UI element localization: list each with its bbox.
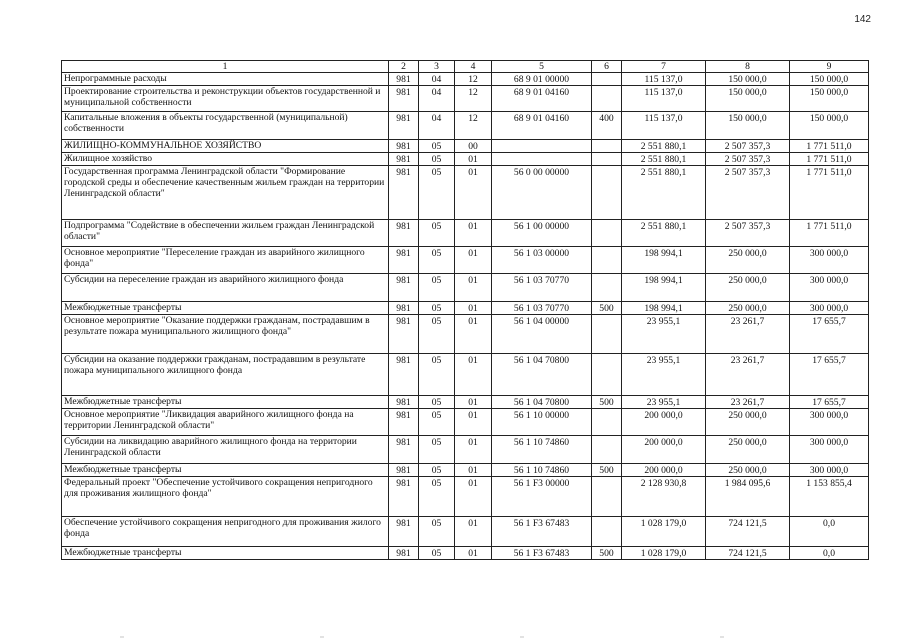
row-name-cell: Проектирование строительства и реконструкции объектов государственной и муниципальной собственности: [62, 86, 389, 112]
row-target-article-cell: 68 9 01 04160: [492, 112, 592, 140]
row-expense-type-cell: [592, 140, 622, 153]
header-cell: 5: [492, 61, 592, 73]
row-section-cell: 05: [419, 153, 455, 166]
row-code-cell: 981: [389, 302, 419, 315]
table-row: [62, 220, 869, 247]
row-code-cell: 981: [389, 396, 419, 409]
row-amount-cell: 2 551 880,1: [622, 140, 706, 153]
row-section-cell: 05: [419, 477, 455, 517]
row-name-cell: Субсидии на переселение граждан из аварийного жилищного фонда: [62, 274, 389, 302]
table-row: [62, 315, 869, 354]
row-code-cell: 981: [389, 166, 419, 220]
row-target-article-cell: 56 0 00 00000: [492, 166, 592, 220]
row-section-cell: 05: [419, 166, 455, 220]
row-subsection-cell: 01: [455, 409, 492, 436]
row-amount-cell: 23 261,7: [706, 315, 790, 354]
row-section-cell: 05: [419, 315, 455, 354]
page-number: 142: [854, 14, 871, 25]
row-amount-cell: 724 121,5: [706, 517, 790, 547]
row-name-cell: Обеспечение устойчивого сокращения непригодного для проживания жилого фонда: [62, 517, 389, 547]
row-amount-cell: 1 771 511,0: [790, 153, 869, 166]
row-code-cell: 981: [389, 220, 419, 247]
header-cell: 3: [419, 61, 455, 73]
header-cell: 8: [706, 61, 790, 73]
row-code-cell: 981: [389, 73, 419, 86]
row-target-article-cell: 56 1 F3 67483: [492, 517, 592, 547]
row-name-cell: Непрограммные расходы: [62, 73, 389, 86]
row-code-cell: 981: [389, 354, 419, 396]
row-amount-cell: 300 000,0: [790, 409, 869, 436]
row-amount-cell: 250 000,0: [706, 409, 790, 436]
row-amount-cell: 150 000,0: [790, 73, 869, 86]
row-code-cell: 981: [389, 153, 419, 166]
budget-table: [61, 60, 869, 560]
row-target-article-cell: 56 1 04 70800: [492, 354, 592, 396]
row-amount-cell: 150 000,0: [790, 112, 869, 140]
row-amount-cell: 1 771 511,0: [790, 220, 869, 247]
row-subsection-cell: 01: [455, 396, 492, 409]
row-expense-type-cell: [592, 436, 622, 464]
row-amount-cell: 198 994,1: [622, 274, 706, 302]
row-name-cell: ЖИЛИЩНО-КОММУНАЛЬНОЕ ХОЗЯЙСТВО: [62, 140, 389, 153]
table-row: [62, 274, 869, 302]
row-expense-type-cell: [592, 220, 622, 247]
header-cell: 4: [455, 61, 492, 73]
row-amount-cell: 300 000,0: [790, 464, 869, 477]
row-amount-cell: 2 507 357,3: [706, 220, 790, 247]
row-amount-cell: 200 000,0: [622, 464, 706, 477]
row-name-cell: Основное мероприятие "Ликвидация аварийного жилищного фонда на территории Ленинградской области": [62, 409, 389, 436]
row-expense-type-cell: [592, 354, 622, 396]
row-name-cell: Субсидии на оказание поддержки гражданам, пострадавшим в результате пожара муниципального жилищного фонда: [62, 354, 389, 396]
row-amount-cell: 2 507 357,3: [706, 153, 790, 166]
row-code-cell: 981: [389, 315, 419, 354]
row-expense-type-cell: [592, 477, 622, 517]
table-row: [62, 354, 869, 396]
row-amount-cell: 115 137,0: [622, 73, 706, 86]
row-amount-cell: 1 153 855,4: [790, 477, 869, 517]
row-amount-cell: 0,0: [790, 547, 869, 560]
row-expense-type-cell: [592, 166, 622, 220]
row-name-cell: Государственная программа Ленинградской области "Формирование городской среды и обеспечение качественным жильем граждан на территории Ленинградской области": [62, 166, 389, 220]
row-amount-cell: 2 551 880,1: [622, 220, 706, 247]
row-target-article-cell: 68 9 01 00000: [492, 73, 592, 86]
row-amount-cell: 200 000,0: [622, 436, 706, 464]
row-code-cell: 981: [389, 247, 419, 274]
row-name-cell: Основное мероприятие "Переселение граждан из аварийного жилищного фонда": [62, 247, 389, 274]
row-name-cell: Капитальные вложения в объекты государственной (муниципальной) собственности: [62, 112, 389, 140]
row-expense-type-cell: [592, 247, 622, 274]
row-target-article-cell: 56 1 03 70770: [492, 302, 592, 315]
row-amount-cell: 198 994,1: [622, 302, 706, 315]
row-section-cell: 05: [419, 220, 455, 247]
row-subsection-cell: 01: [455, 517, 492, 547]
row-amount-cell: 300 000,0: [790, 436, 869, 464]
row-subsection-cell: 01: [455, 436, 492, 464]
table-row: [62, 140, 869, 153]
row-subsection-cell: 12: [455, 112, 492, 140]
row-code-cell: 981: [389, 409, 419, 436]
row-subsection-cell: 01: [455, 477, 492, 517]
row-code-cell: 981: [389, 547, 419, 560]
row-target-article-cell: [492, 140, 592, 153]
header-row: [62, 61, 869, 73]
row-amount-cell: 115 137,0: [622, 112, 706, 140]
row-expense-type-cell: 500: [592, 302, 622, 315]
row-amount-cell: 115 137,0: [622, 86, 706, 112]
row-amount-cell: 23 955,1: [622, 354, 706, 396]
row-section-cell: 05: [419, 274, 455, 302]
row-subsection-cell: 01: [455, 547, 492, 560]
table-row: [62, 166, 869, 220]
row-expense-type-cell: 500: [592, 464, 622, 477]
row-section-cell: 05: [419, 396, 455, 409]
row-target-article-cell: 56 1 10 00000: [492, 409, 592, 436]
row-code-cell: 981: [389, 464, 419, 477]
row-amount-cell: 250 000,0: [706, 274, 790, 302]
row-target-article-cell: 56 1 00 00000: [492, 220, 592, 247]
row-amount-cell: 150 000,0: [790, 86, 869, 112]
row-expense-type-cell: [592, 315, 622, 354]
row-amount-cell: 300 000,0: [790, 302, 869, 315]
row-code-cell: 981: [389, 274, 419, 302]
row-section-cell: 05: [419, 436, 455, 464]
row-amount-cell: 200 000,0: [622, 409, 706, 436]
row-name-cell: Межбюджетные трансферты: [62, 396, 389, 409]
row-expense-type-cell: 500: [592, 547, 622, 560]
row-name-cell: Основное мероприятие "Оказание поддержки гражданам, пострадавшим в результате пожара муниципального жилищного фонда": [62, 315, 389, 354]
row-name-cell: Межбюджетные трансферты: [62, 547, 389, 560]
row-amount-cell: 1 771 511,0: [790, 140, 869, 153]
table-row: [62, 547, 869, 560]
row-target-article-cell: 56 1 04 00000: [492, 315, 592, 354]
header-cell: 2: [389, 61, 419, 73]
row-subsection-cell: 01: [455, 153, 492, 166]
table-row: [62, 86, 869, 112]
row-amount-cell: 300 000,0: [790, 274, 869, 302]
row-amount-cell: 250 000,0: [706, 436, 790, 464]
row-code-cell: 981: [389, 517, 419, 547]
row-section-cell: 05: [419, 302, 455, 315]
row-target-article-cell: 56 1 F3 67483: [492, 547, 592, 560]
table-row: [62, 112, 869, 140]
row-target-article-cell: 56 1 03 00000: [492, 247, 592, 274]
header-cell: 7: [622, 61, 706, 73]
row-amount-cell: 17 655,7: [790, 354, 869, 396]
row-code-cell: 981: [389, 86, 419, 112]
row-amount-cell: 23 955,1: [622, 396, 706, 409]
row-subsection-cell: 01: [455, 220, 492, 247]
table-row: [62, 409, 869, 436]
row-subsection-cell: 01: [455, 302, 492, 315]
row-name-cell: Федеральный проект "Обеспечение устойчивого сокращения непригодного для проживания жилищного фонда": [62, 477, 389, 517]
row-subsection-cell: 00: [455, 140, 492, 153]
header-cell: 1: [62, 61, 389, 73]
row-subsection-cell: 01: [455, 464, 492, 477]
row-subsection-cell: 01: [455, 247, 492, 274]
row-target-article-cell: [492, 153, 592, 166]
row-target-article-cell: 56 1 10 74860: [492, 464, 592, 477]
table-row: [62, 396, 869, 409]
row-subsection-cell: 12: [455, 86, 492, 112]
row-amount-cell: 250 000,0: [706, 247, 790, 274]
row-target-article-cell: 56 1 03 70770: [492, 274, 592, 302]
scan-artifact-line: [0, 636, 905, 638]
row-expense-type-cell: 500: [592, 396, 622, 409]
row-amount-cell: 17 655,7: [790, 315, 869, 354]
row-code-cell: 981: [389, 477, 419, 517]
row-amount-cell: 724 121,5: [706, 547, 790, 560]
row-section-cell: 05: [419, 140, 455, 153]
table-row: [62, 436, 869, 464]
table-row: [62, 153, 869, 166]
row-amount-cell: 150 000,0: [706, 73, 790, 86]
row-amount-cell: 150 000,0: [706, 112, 790, 140]
row-section-cell: 05: [419, 517, 455, 547]
row-code-cell: 981: [389, 140, 419, 153]
row-subsection-cell: 12: [455, 73, 492, 86]
row-section-cell: 05: [419, 464, 455, 477]
row-amount-cell: 150 000,0: [706, 86, 790, 112]
table-row: [62, 247, 869, 274]
row-code-cell: 981: [389, 436, 419, 464]
row-expense-type-cell: [592, 274, 622, 302]
row-name-cell: Субсидии на ликвидацию аварийного жилищного фонда на территории Ленинградской области: [62, 436, 389, 464]
row-amount-cell: 0,0: [790, 517, 869, 547]
row-section-cell: 05: [419, 547, 455, 560]
row-amount-cell: 1 028 179,0: [622, 547, 706, 560]
row-expense-type-cell: [592, 73, 622, 86]
row-amount-cell: 1 771 511,0: [790, 166, 869, 220]
row-amount-cell: 198 994,1: [622, 247, 706, 274]
table-row: [62, 517, 869, 547]
row-expense-type-cell: 400: [592, 112, 622, 140]
table-row: [62, 302, 869, 315]
row-name-cell: Жилищное хозяйство: [62, 153, 389, 166]
header-cell: 9: [790, 61, 869, 73]
row-code-cell: 981: [389, 112, 419, 140]
table-row: [62, 477, 869, 517]
table-body: [62, 73, 869, 560]
row-target-article-cell: 56 1 04 70800: [492, 396, 592, 409]
row-target-article-cell: 68 9 01 04160: [492, 86, 592, 112]
row-amount-cell: 2 551 880,1: [622, 166, 706, 220]
row-amount-cell: 250 000,0: [706, 302, 790, 315]
row-name-cell: Подпрограмма "Содействие в обеспечении жильем граждан Ленинградской области": [62, 220, 389, 247]
row-section-cell: 05: [419, 354, 455, 396]
row-expense-type-cell: [592, 153, 622, 166]
row-subsection-cell: 01: [455, 354, 492, 396]
row-section-cell: 04: [419, 112, 455, 140]
row-amount-cell: 23 261,7: [706, 354, 790, 396]
row-name-cell: Межбюджетные трансферты: [62, 302, 389, 315]
row-target-article-cell: 56 1 F3 00000: [492, 477, 592, 517]
row-subsection-cell: 01: [455, 274, 492, 302]
row-expense-type-cell: [592, 86, 622, 112]
row-expense-type-cell: [592, 517, 622, 547]
table-row: [62, 464, 869, 477]
row-amount-cell: 23 955,1: [622, 315, 706, 354]
row-amount-cell: 2 551 880,1: [622, 153, 706, 166]
row-amount-cell: 2 128 930,8: [622, 477, 706, 517]
row-subsection-cell: 01: [455, 166, 492, 220]
row-expense-type-cell: [592, 409, 622, 436]
row-amount-cell: 300 000,0: [790, 247, 869, 274]
row-amount-cell: 17 655,7: [790, 396, 869, 409]
row-name-cell: Межбюджетные трансферты: [62, 464, 389, 477]
row-section-cell: 04: [419, 86, 455, 112]
row-amount-cell: 250 000,0: [706, 464, 790, 477]
row-amount-cell: 2 507 357,3: [706, 166, 790, 220]
row-amount-cell: 2 507 357,3: [706, 140, 790, 153]
table-row: [62, 73, 869, 86]
row-section-cell: 04: [419, 73, 455, 86]
row-subsection-cell: 01: [455, 315, 492, 354]
header-cell: 6: [592, 61, 622, 73]
row-amount-cell: 1 984 095,6: [706, 477, 790, 517]
row-amount-cell: 1 028 179,0: [622, 517, 706, 547]
row-section-cell: 05: [419, 247, 455, 274]
row-section-cell: 05: [419, 409, 455, 436]
row-target-article-cell: 56 1 10 74860: [492, 436, 592, 464]
row-amount-cell: 23 261,7: [706, 396, 790, 409]
